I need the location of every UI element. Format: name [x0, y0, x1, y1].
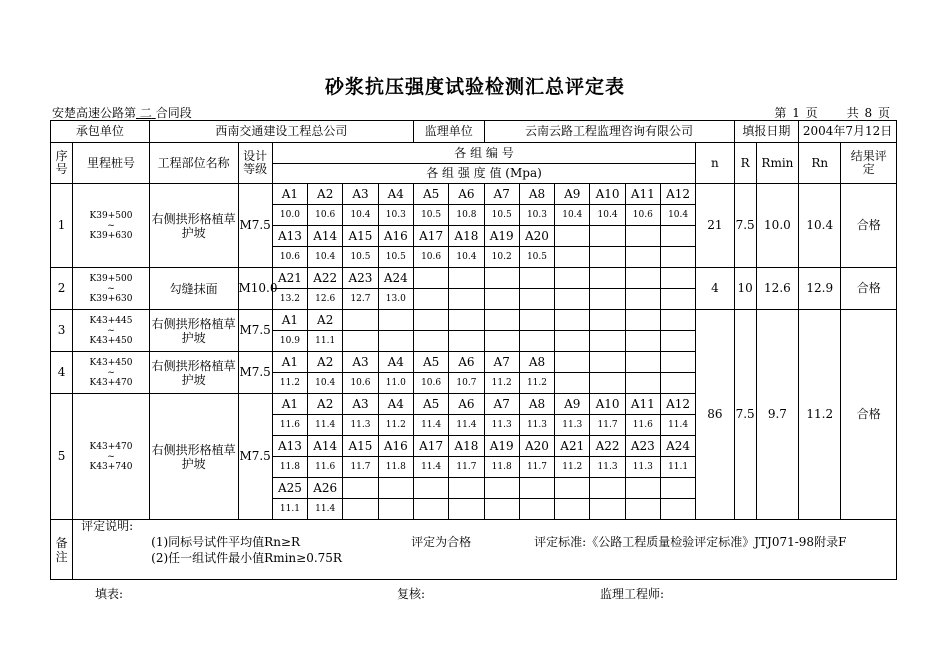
specimen-value	[555, 499, 590, 520]
specimen-value: 11.2	[519, 373, 554, 394]
page-total: 共 8 页	[846, 106, 890, 120]
table-row	[51, 310, 897, 331]
specimen-value	[660, 499, 695, 520]
specimen-value	[484, 499, 519, 520]
specimen-value	[590, 499, 625, 520]
specimen-id: A21	[555, 436, 590, 457]
specimen-id	[343, 310, 378, 331]
specimen-id: A8	[519, 394, 554, 415]
specimen-id: A5	[413, 184, 448, 205]
specimen-id	[519, 268, 554, 289]
specimen-id	[555, 478, 590, 499]
specimen-value: 10.0	[272, 205, 307, 226]
part-header: 工程部位名称	[149, 143, 238, 184]
specimen-id: A19	[484, 436, 519, 457]
result-verdict: 合格	[841, 310, 897, 520]
specimen-value: 10.5	[378, 247, 413, 268]
specimen-id: A10	[590, 394, 625, 415]
specimen-id	[378, 310, 413, 331]
row-grade: M7.5	[238, 352, 272, 394]
specimen-id	[413, 478, 448, 499]
specimen-value: 10.5	[343, 247, 378, 268]
specimen-id: A19	[484, 226, 519, 247]
specimen-value: 11.3	[484, 415, 519, 436]
group-number-header: 各 组 编 号	[272, 143, 695, 164]
specimen-id	[555, 310, 590, 331]
specimen-value: 11.4	[413, 415, 448, 436]
station-range-icon: ~	[107, 367, 115, 378]
specimen-value: 11.2	[378, 415, 413, 436]
specimen-value	[555, 331, 590, 352]
specimen-value: 11.3	[555, 415, 590, 436]
summary-table	[50, 120, 897, 580]
seq-header: 序号	[51, 143, 73, 184]
result-rn: 11.2	[799, 310, 841, 520]
specimen-value: 12.7	[343, 289, 378, 310]
specimen-value: 10.9	[272, 331, 307, 352]
specimen-id	[449, 310, 484, 331]
result-r: 10	[734, 268, 756, 310]
specimen-value: 11.6	[308, 457, 343, 478]
specimen-id: A1	[272, 310, 307, 331]
specimen-value: 10.5	[413, 205, 448, 226]
specimen-id: A25	[272, 478, 307, 499]
specimen-id	[519, 310, 554, 331]
specimen-id	[519, 478, 554, 499]
specimen-value	[625, 247, 660, 268]
specimen-id: A4	[378, 352, 413, 373]
specimen-value	[660, 331, 695, 352]
specimen-id	[555, 352, 590, 373]
result-n: 4	[696, 268, 734, 310]
row-grade: M7.5	[238, 310, 272, 352]
specimen-id: A15	[343, 226, 378, 247]
project-suffix: 合同段	[155, 106, 192, 120]
rmin-header: Rmin	[756, 143, 798, 184]
row-station: K43+450 ~ K43+470	[73, 352, 150, 394]
specimen-id: A17	[413, 226, 448, 247]
specimen-value: 10.4	[555, 205, 590, 226]
specimen-id	[484, 268, 519, 289]
specimen-value: 11.6	[272, 415, 307, 436]
specimen-value: 11.3	[343, 415, 378, 436]
specimen-id: A22	[590, 436, 625, 457]
specimen-id: A14	[308, 226, 343, 247]
result-header: 结果评定	[841, 143, 897, 184]
specimen-value: 11.8	[484, 457, 519, 478]
result-n: 21	[696, 184, 734, 268]
specimen-id: A2	[308, 394, 343, 415]
specimen-id: A9	[555, 394, 590, 415]
specimen-value: 10.4	[590, 205, 625, 226]
result-rn: 10.4	[799, 184, 841, 268]
remarks-row	[51, 520, 897, 580]
specimen-id: A13	[272, 436, 307, 457]
specimen-id: A1	[272, 352, 307, 373]
specimen-id	[625, 310, 660, 331]
column-header-row	[51, 143, 897, 164]
row-seq: 2	[51, 268, 73, 310]
specimen-value: 11.6	[625, 415, 660, 436]
specimen-value: 10.5	[519, 247, 554, 268]
contractor-name: 西南交通建设工程总公司	[149, 121, 413, 143]
station-range-icon: ~	[107, 220, 115, 231]
specimen-id: A9	[555, 184, 590, 205]
specimen-id	[555, 268, 590, 289]
specimen-id: A6	[449, 352, 484, 373]
result-verdict: 合格	[841, 184, 897, 268]
specimen-value	[413, 331, 448, 352]
group-value-header: 各 组 强 度 值 (Mpa)	[272, 164, 695, 184]
result-rmin: 10.0	[756, 184, 798, 268]
specimen-value	[519, 289, 554, 310]
specimen-id	[449, 268, 484, 289]
r-header: R	[734, 143, 756, 184]
specimen-id	[484, 310, 519, 331]
specimen-value: 13.2	[272, 289, 307, 310]
specimen-id: A16	[378, 226, 413, 247]
specimen-id: A13	[272, 226, 307, 247]
specimen-id: A2	[308, 184, 343, 205]
specimen-id: A23	[625, 436, 660, 457]
specimen-id: A1	[272, 394, 307, 415]
engineer-signature: 监理工程师:	[600, 587, 665, 601]
project-contract	[52, 104, 192, 121]
specimen-id	[625, 352, 660, 373]
specimen-value: 11.1	[660, 457, 695, 478]
specimen-id: A7	[484, 352, 519, 373]
contract-number: 二	[139, 106, 152, 120]
specimen-id	[555, 226, 590, 247]
specimen-value	[625, 499, 660, 520]
specimen-id: A8	[519, 352, 554, 373]
specimen-value: 11.4	[413, 457, 448, 478]
specimen-id: A10	[590, 184, 625, 205]
specimen-value	[449, 289, 484, 310]
specimen-value	[590, 247, 625, 268]
specimen-id: A6	[449, 394, 484, 415]
row-part: 右侧拱形格植草护坡	[149, 310, 238, 352]
row-seq: 4	[51, 352, 73, 394]
specimen-value: 12.6	[308, 289, 343, 310]
specimen-id: A7	[484, 184, 519, 205]
specimen-id: A2	[308, 352, 343, 373]
remarks-verdict: 评定为合格	[411, 535, 472, 549]
specimen-id	[660, 268, 695, 289]
specimen-value	[590, 331, 625, 352]
specimen-value: 10.3	[519, 205, 554, 226]
specimen-value	[625, 331, 660, 352]
specimen-id: A12	[660, 394, 695, 415]
row-part: 勾缝抹面	[149, 268, 238, 310]
specimen-value: 10.3	[378, 205, 413, 226]
specimen-id: A24	[378, 268, 413, 289]
specimen-value	[343, 499, 378, 520]
specimen-value	[625, 373, 660, 394]
specimen-value	[449, 331, 484, 352]
row-station: K39+500 ~ K39+630	[73, 184, 150, 268]
row-seq: 1	[51, 184, 73, 268]
specimen-value	[519, 331, 554, 352]
specimen-value	[343, 331, 378, 352]
contractor-label: 承包单位	[51, 121, 150, 143]
specimen-value: 11.7	[519, 457, 554, 478]
specimen-value	[555, 247, 590, 268]
specimen-id: A8	[519, 184, 554, 205]
specimen-value: 10.4	[343, 205, 378, 226]
specimen-value	[484, 331, 519, 352]
supervisor-label: 监理单位	[413, 121, 484, 143]
specimen-id: A5	[413, 394, 448, 415]
specimen-value: 11.7	[343, 457, 378, 478]
station-range-icon: ~	[107, 283, 115, 294]
specimen-value: 10.6	[625, 205, 660, 226]
specimen-id: A3	[343, 394, 378, 415]
specimen-value	[519, 499, 554, 520]
specimen-value: 10.7	[449, 373, 484, 394]
specimen-value: 11.4	[449, 415, 484, 436]
row-part: 右侧拱形格植草护坡	[149, 394, 238, 520]
specimen-id	[484, 478, 519, 499]
specimen-id: A16	[378, 436, 413, 457]
specimen-id	[660, 352, 695, 373]
row-part: 右侧拱形格植草护坡	[149, 184, 238, 268]
specimen-value: 11.1	[308, 331, 343, 352]
rule-1: (1)同标号试件平均值Rn≥R	[151, 535, 301, 549]
specimen-value: 11.7	[590, 415, 625, 436]
result-r: 7.5	[734, 310, 756, 520]
specimen-id: A15	[343, 436, 378, 457]
row-seq: 5	[51, 394, 73, 520]
station-range-icon: ~	[107, 325, 115, 336]
specimen-value	[484, 289, 519, 310]
specimen-value: 11.3	[590, 457, 625, 478]
remarks-content	[73, 520, 897, 580]
specimen-id: A17	[413, 436, 448, 457]
specimen-id: A26	[308, 478, 343, 499]
specimen-id: A14	[308, 436, 343, 457]
specimen-value: 10.6	[343, 373, 378, 394]
specimen-id	[590, 310, 625, 331]
row-seq: 3	[51, 310, 73, 352]
specimen-id: A3	[343, 352, 378, 373]
table-row	[51, 268, 897, 289]
station-range-icon: ~	[107, 451, 115, 462]
specimen-value: 10.8	[449, 205, 484, 226]
specimen-id: A4	[378, 184, 413, 205]
specimen-id: A2	[308, 310, 343, 331]
specimen-value: 10.6	[413, 247, 448, 268]
specimen-value: 11.3	[519, 415, 554, 436]
supervisor-name: 云南云路工程监理咨询有限公司	[484, 121, 734, 143]
page-indicator	[774, 104, 890, 121]
specimen-id	[660, 310, 695, 331]
row-station: K39+500 ~ K39+630	[73, 268, 150, 310]
n-header: n	[696, 143, 734, 184]
specimen-id: A22	[308, 268, 343, 289]
result-r: 7.5	[734, 184, 756, 268]
specimen-id: A20	[519, 436, 554, 457]
specimen-id	[590, 352, 625, 373]
row-grade: M10.0	[238, 268, 272, 310]
specimen-value: 11.1	[272, 499, 307, 520]
result-rmin: 9.7	[756, 310, 798, 520]
specimen-id	[660, 478, 695, 499]
page-number: 第 1 页	[774, 106, 818, 120]
specimen-id	[449, 478, 484, 499]
remarks-label: 备注	[51, 520, 73, 580]
specimen-value	[555, 373, 590, 394]
specimen-id: A6	[449, 184, 484, 205]
specimen-value: 10.5	[484, 205, 519, 226]
specimen-value: 10.6	[272, 247, 307, 268]
specimen-value: 10.4	[449, 247, 484, 268]
specimen-id	[625, 226, 660, 247]
specimen-id: A24	[660, 436, 695, 457]
specimen-value	[555, 289, 590, 310]
specimen-id	[378, 478, 413, 499]
result-n: 86	[696, 310, 734, 520]
specimen-value	[590, 289, 625, 310]
remarks-standard: 评定标准:《公路工程质量检验评定标准》JTJ071-98附录F	[534, 535, 847, 549]
specimen-id	[413, 268, 448, 289]
grade-header: 设计等级	[238, 143, 272, 184]
specimen-value	[413, 289, 448, 310]
specimen-id: A4	[378, 394, 413, 415]
specimen-value	[660, 247, 695, 268]
specimen-value: 10.6	[413, 373, 448, 394]
specimen-id	[625, 268, 660, 289]
specimen-id: A7	[484, 394, 519, 415]
specimen-value: 11.2	[555, 457, 590, 478]
specimen-id	[590, 268, 625, 289]
result-rmin: 12.6	[756, 268, 798, 310]
specimen-id	[413, 310, 448, 331]
row-station: K43+470 ~ K43+740	[73, 394, 150, 520]
row-station: K43+445 ~ K43+450	[73, 310, 150, 352]
specimen-id: A11	[625, 394, 660, 415]
rule-2: (2)任一组试件最小值Rmin≥0.75R	[151, 551, 342, 565]
specimen-value	[449, 499, 484, 520]
specimen-value: 11.4	[308, 415, 343, 436]
result-rn: 12.9	[799, 268, 841, 310]
specimen-value	[413, 499, 448, 520]
specimen-id: A3	[343, 184, 378, 205]
specimen-value: 10.6	[308, 205, 343, 226]
specimen-id: A5	[413, 352, 448, 373]
specimen-id: A1	[272, 184, 307, 205]
specimen-value: 13.0	[378, 289, 413, 310]
date-label: 填报日期	[734, 121, 799, 143]
specimen-value: 11.3	[625, 457, 660, 478]
specimen-value	[378, 331, 413, 352]
remarks-heading: 评定说明:	[81, 519, 134, 533]
specimen-value	[625, 289, 660, 310]
review-signature: 复核:	[397, 587, 426, 601]
row-grade: M7.5	[238, 394, 272, 520]
specimen-id: A20	[519, 226, 554, 247]
report-date: 2004年7月12日	[799, 121, 897, 143]
rn-header: Rn	[799, 143, 841, 184]
specimen-value: 11.2	[484, 373, 519, 394]
specimen-value: 11.7	[449, 457, 484, 478]
specimen-value: 11.4	[308, 499, 343, 520]
specimen-value	[590, 373, 625, 394]
project-prefix: 安楚高速公路第	[52, 106, 137, 120]
row-grade: M7.5	[238, 184, 272, 268]
specimen-id	[660, 226, 695, 247]
specimen-id: A11	[625, 184, 660, 205]
specimen-value: 11.2	[272, 373, 307, 394]
specimen-id	[625, 478, 660, 499]
specimen-value	[660, 289, 695, 310]
specimen-id	[590, 478, 625, 499]
result-verdict: 合格	[841, 268, 897, 310]
specimen-value: 10.4	[660, 205, 695, 226]
specimen-id: A21	[272, 268, 307, 289]
specimen-id	[343, 478, 378, 499]
table-row	[51, 184, 897, 205]
specimen-value: 11.0	[378, 373, 413, 394]
row-part: 右侧拱形格植草护坡	[149, 352, 238, 394]
specimen-value: 11.4	[660, 415, 695, 436]
specimen-id: A18	[449, 436, 484, 457]
station-header: 里程桩号	[73, 143, 150, 184]
specimen-value: 10.4	[308, 373, 343, 394]
specimen-value: 10.4	[308, 247, 343, 268]
specimen-id: A23	[343, 268, 378, 289]
specimen-value	[660, 373, 695, 394]
specimen-value: 11.8	[378, 457, 413, 478]
specimen-value: 10.2	[484, 247, 519, 268]
specimen-value	[378, 499, 413, 520]
specimen-id: A18	[449, 226, 484, 247]
form-title: 砂浆抗压强度试验检测汇总评定表	[324, 76, 625, 98]
info-row	[51, 121, 897, 143]
specimen-id: A12	[660, 184, 695, 205]
fill-signature: 填表:	[95, 587, 124, 601]
specimen-value: 11.8	[272, 457, 307, 478]
specimen-id	[590, 226, 625, 247]
